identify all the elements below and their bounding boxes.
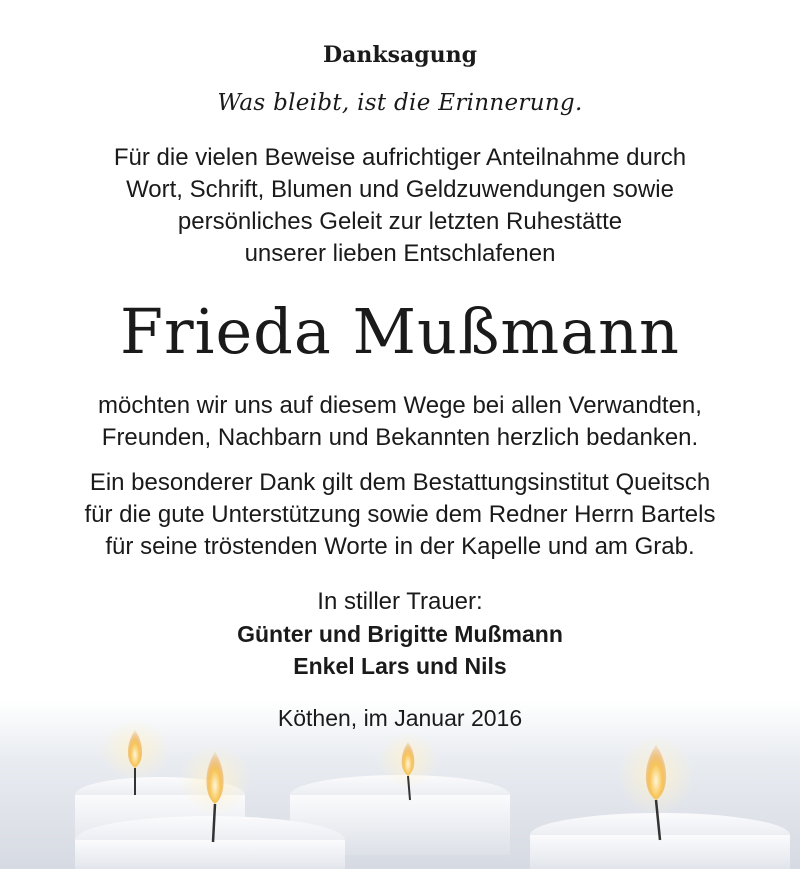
- special-thanks-line: für die gute Unterstützung sowie dem Redner Herrn Bartels: [84, 501, 716, 528]
- thanks-line: möchten wir uns auf diesem Wege bei allen Verwandten,: [98, 392, 702, 419]
- intro-line: Für die vielen Beweise aufrichtiger Anteilnahme durch: [113, 144, 687, 171]
- special-thanks-paragraph: [0, 467, 800, 563]
- intro-line: Wort, Schrift, Blumen und Geldzuwendungen sowie: [126, 176, 674, 203]
- notice-title: Danksagung: [323, 42, 477, 68]
- special-thanks-line: Ein besonderer Dank gilt dem Bestattungsinstitut Queitsch: [89, 469, 711, 496]
- deceased-name: Frieda Mußmann: [120, 295, 680, 368]
- mourner-name: Günter und Brigitte Mußmann: [237, 621, 563, 647]
- mourning-label: In stiller Trauer:: [317, 588, 483, 615]
- thanks-paragraph: [0, 390, 800, 454]
- intro-line: unserer lieben Entschlafenen: [244, 240, 556, 267]
- intro-line: persönliches Geleit zur letzten Ruhestätte: [177, 208, 623, 235]
- notice-motto: Was bleibt, ist die Erinnerung.: [217, 90, 583, 116]
- mourners-list: [0, 618, 800, 682]
- intro-paragraph: [0, 142, 800, 270]
- place-and-date: Köthen, im Januar 2016: [277, 705, 523, 731]
- mourner-name: Enkel Lars und Nils: [293, 653, 507, 679]
- special-thanks-line: für seine tröstenden Worte in der Kapelle und am Grab.: [105, 533, 695, 560]
- thanks-line: Freunden, Nachbarn und Bekannten herzlich bedanken.: [101, 424, 699, 451]
